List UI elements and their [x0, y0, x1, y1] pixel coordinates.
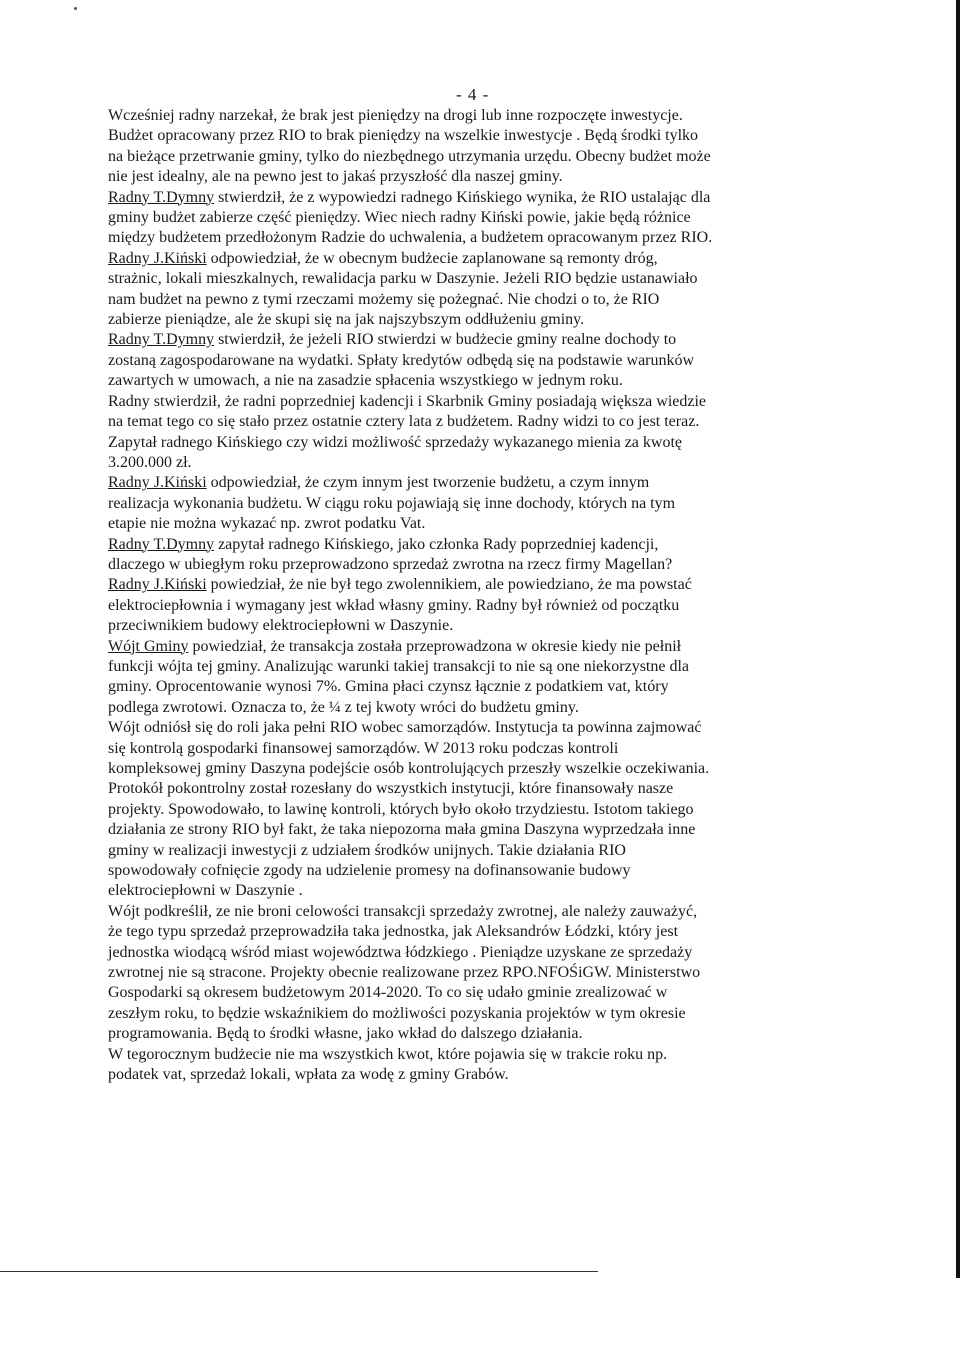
line-text: Wcześniej radny narzekał, że brak jest pieniędzy na drogi lub inne rozpoczęte inwestycje.: [108, 107, 683, 124]
line-text: nam budżet na pewno z tymi rzeczami możemy się pożegnać. Nie chodzi o to, że RIO: [108, 290, 660, 308]
scan-speck: [74, 7, 77, 10]
text-line: [108, 126, 848, 146]
line-text: podatek vat, sprzedaż lokali, wpłata za wodę z gminy Grabów.: [108, 1066, 509, 1084]
text-line: [108, 453, 848, 473]
text-line: [108, 188, 848, 208]
speaker-name: Radny J.Kiński: [108, 474, 207, 492]
text-line: [108, 392, 848, 412]
line-text: odpowiedział, że w obecnym budżecie zaplanowane są remonty dróg,: [206, 249, 658, 267]
line-text: się kontrolą gospodarki finansowej samorządów. W 2013 roku podczas kontroli: [108, 739, 619, 757]
text-line: [108, 759, 848, 779]
line-text: powiedział, że nie był tego zwolennikiem, ale powiedziano, że ma powstać: [206, 576, 692, 594]
speaker-name: Wójt Gminy: [108, 637, 189, 655]
line-text: Gospodarki są okresem budżetowym 2014-2020. To co się udało gminie zrealizować w: [108, 984, 668, 1002]
line-text: zostaną zagospodarowane na wydatki. Spłaty kredytów odbędą się na podstawie warunków: [108, 351, 695, 369]
line-text: zawartych w umowach, a nie na zasadzie spłacenia wszystkiego w jednym roku.: [108, 372, 623, 390]
text-line: [108, 820, 848, 840]
line-text: gminy w realizacji inwestycji z udziałem środków unijnych. Takie działania RIO: [108, 841, 626, 859]
line-text: programowania. Będą to środki własne, jako wkład do dalszego działania.: [108, 1025, 583, 1043]
line-text: realizacja wykonania budżetu. W ciągu roku pojawiają się inne dochody, których na tym: [108, 494, 676, 512]
line-text: Wójt podkreślił, ze nie broni celowości transakcji sprzedaży zwrotnej, ale należy zauważyć,: [108, 902, 698, 920]
line-text: Radny stwierdził, że radni poprzedniej kadencji i Skarbnik Gminy posiadają większa wiedzie: [108, 392, 707, 410]
line-text: stwierdził, że z wypowiedzi radnego Kińskiego wynika, że RIO ustalając dla: [214, 188, 711, 206]
text-line: [108, 596, 848, 616]
text-line: [108, 351, 848, 371]
text-line: [108, 106, 848, 126]
text-line: [108, 575, 848, 595]
line-text: projekty. Spowodowało, to lawinę kontroli, których było około trzydziestu. Istotom takiego: [108, 800, 694, 818]
line-text: elektrociepłownia i wymagany jest wkład własny gminy. Radny był również od początku: [108, 596, 680, 614]
text-line: [108, 147, 848, 167]
text-line: [108, 290, 848, 310]
text-line: [108, 1004, 848, 1024]
text-line: [108, 677, 848, 697]
line-text: jednostka wiodącą wśród miast województwa łódzkiego . Pieniądze uzyskane ze sprzedaży: [108, 943, 693, 961]
line-text: Protokół pokontrolny został rozesłany do wszystkich instytucji, które finansowały nasze: [108, 780, 674, 798]
line-text: podlega zwrotowi. Oznacza to, że ¼ z tej kwoty wróci do budżetu gminy.: [108, 698, 579, 716]
text-line: [108, 167, 848, 187]
speaker-name: Radny T.Dymny: [108, 331, 215, 349]
page-number: - 4 -: [456, 85, 490, 104]
line-text: że tego typu sprzedaż przeprowadziła taka jednostka, jak Aleksandrów Łódzki, który jest: [108, 923, 679, 941]
text-line: [108, 514, 848, 534]
text-line: [108, 371, 848, 391]
line-text: stwierdził, że jeżeli RIO stwierdzi w budżecie gminy realne dochody to: [214, 331, 677, 349]
line-text: zwrotnej nie są stracone. Projekty obecnie realizowane przez RPO.NFOŚiGW. Ministerstwo: [108, 964, 701, 982]
text-line: [108, 555, 848, 575]
text-line: [108, 800, 848, 820]
line-text: na temat tego co się stało przez ostatnie cztery lata z budżetem. Radny widzi to co jest teraz.: [108, 413, 700, 431]
line-text: strażnic, lokali mieszkalnych, rewalidacja parku w Daszynie. Jeżeli RIO będzie ustanawiało: [108, 270, 698, 288]
line-text: kompleksowej gminy Daszyna podejście osób kontrolujących przeszły wszelkie oczekiwania.: [108, 760, 710, 777]
speaker-name: Radny J.Kiński: [108, 249, 207, 267]
text-line: [108, 698, 848, 718]
line-text: zabierze pieniądze, ale że skupi się na jak najszybszym oddłużeniu gminy.: [108, 311, 585, 329]
text-line: [108, 881, 848, 901]
text-line: [108, 249, 848, 269]
line-text: przeciwnikiem budowy elektrociepłowni w Daszynie.: [108, 617, 454, 635]
line-text: na bieżące przetrwanie gminy, tylko do niezbędnego utrzymania urzędu. Obecny budżet może: [108, 147, 711, 165]
line-text: Wójt odniósł się do roli jaka pełni RIO wobec samorządów. Instytucja ta powinna zajmować: [108, 719, 702, 737]
speaker-name: Radny J.Kiński: [108, 576, 207, 594]
line-text: funkcji wójta tej gminy. Analizując warunki takiej transakcji to nie są one niekorzystne dla: [108, 657, 690, 675]
line-text: Zapytał radnego Kińskiego czy widzi możliwość sprzedaży wykazanego mienia za kwotę: [108, 433, 683, 451]
text-line: [108, 412, 848, 432]
line-text: dlaczego w ubiegłym roku przeprowadzono sprzedaż zwrotna na rzecz firmy Magellan?: [108, 555, 673, 573]
text-line: [108, 330, 848, 350]
text-line: [108, 902, 848, 922]
text-line: [108, 535, 848, 555]
line-text: między budżetem przedłożonym Radzie do uchwalenia, a budżetem opracowanym przez RIO.: [108, 229, 713, 247]
text-line: [108, 616, 848, 636]
text-line: [108, 657, 848, 677]
text-line: [108, 922, 848, 942]
line-text: zapytał radnego Kińskiego, jako członka Rady poprzedniej kadencji,: [214, 535, 659, 553]
text-line: [108, 1065, 848, 1085]
text-line: [108, 473, 848, 493]
line-text: spowodowały cofnięcie zgody na udzielenie promesy na dofinansowanie budowy: [108, 862, 631, 880]
text-line: [108, 433, 848, 453]
line-text: gminy budżet zabierze część pieniędzy. Wiec niech radny Kiński powie, jakie będą różnice: [108, 209, 691, 227]
scan-edge: [956, 0, 960, 1278]
line-text: W tegorocznym budżecie nie ma wszystkich kwot, które pojawia się w trakcie roku np.: [108, 1045, 668, 1063]
text-line: [108, 943, 848, 963]
speaker-name: Radny T.Dymny: [108, 535, 215, 553]
text-line: [108, 269, 848, 289]
line-text: gminy. Oprocentowanie wynosi 7%. Gmina płaci czynsz łącznie z podatkiem vat, który: [108, 678, 669, 696]
text-line: [108, 494, 848, 514]
line-text: etapie nie można wykazać np. zwrot podatku Vat.: [108, 515, 426, 533]
text-line: [108, 718, 848, 738]
text-line: [108, 739, 848, 759]
text-line: [108, 228, 848, 248]
text-line: [108, 779, 848, 799]
line-text: odpowiedział, że czym innym jest tworzenie budżetu, a czym innym: [206, 474, 650, 492]
text-line: [108, 1024, 848, 1044]
line-text: działania ze strony RIO był fakt, że taka niepozorna mała gmina Daszyna wyprzedzała inne: [108, 821, 696, 839]
line-text: Budżet opracowany przez RIO to brak pieniędzy na wszelkie inwestycje . Będą środki tylko: [108, 127, 699, 145]
line-text: nie jest idealny, ale na pewno jest to jakaś przyszłość dla naszej gminy.: [108, 168, 563, 186]
line-text: elektrociepłowni w Daszynie .: [108, 882, 303, 900]
text-line: [108, 841, 848, 861]
text-line: [108, 963, 848, 983]
text-line: [108, 1045, 848, 1065]
line-text: zeszłym roku, to będzie wskaźnikiem do możliwości pozyskania projektów w tym okresie: [108, 1004, 686, 1022]
text-line: [108, 637, 848, 657]
line-text: 3.200.000 zł.: [108, 453, 192, 471]
text-line: [108, 310, 848, 330]
document-body: [108, 106, 848, 1086]
speaker-name: Radny T.Dymny: [108, 188, 215, 206]
footer-rule: [0, 1271, 598, 1272]
text-line: [108, 861, 848, 881]
text-line: [108, 983, 848, 1003]
text-line: [108, 208, 848, 228]
line-text: powiedział, że transakcja została przeprowadzona w okresie kiedy nie pełnił: [188, 637, 682, 655]
